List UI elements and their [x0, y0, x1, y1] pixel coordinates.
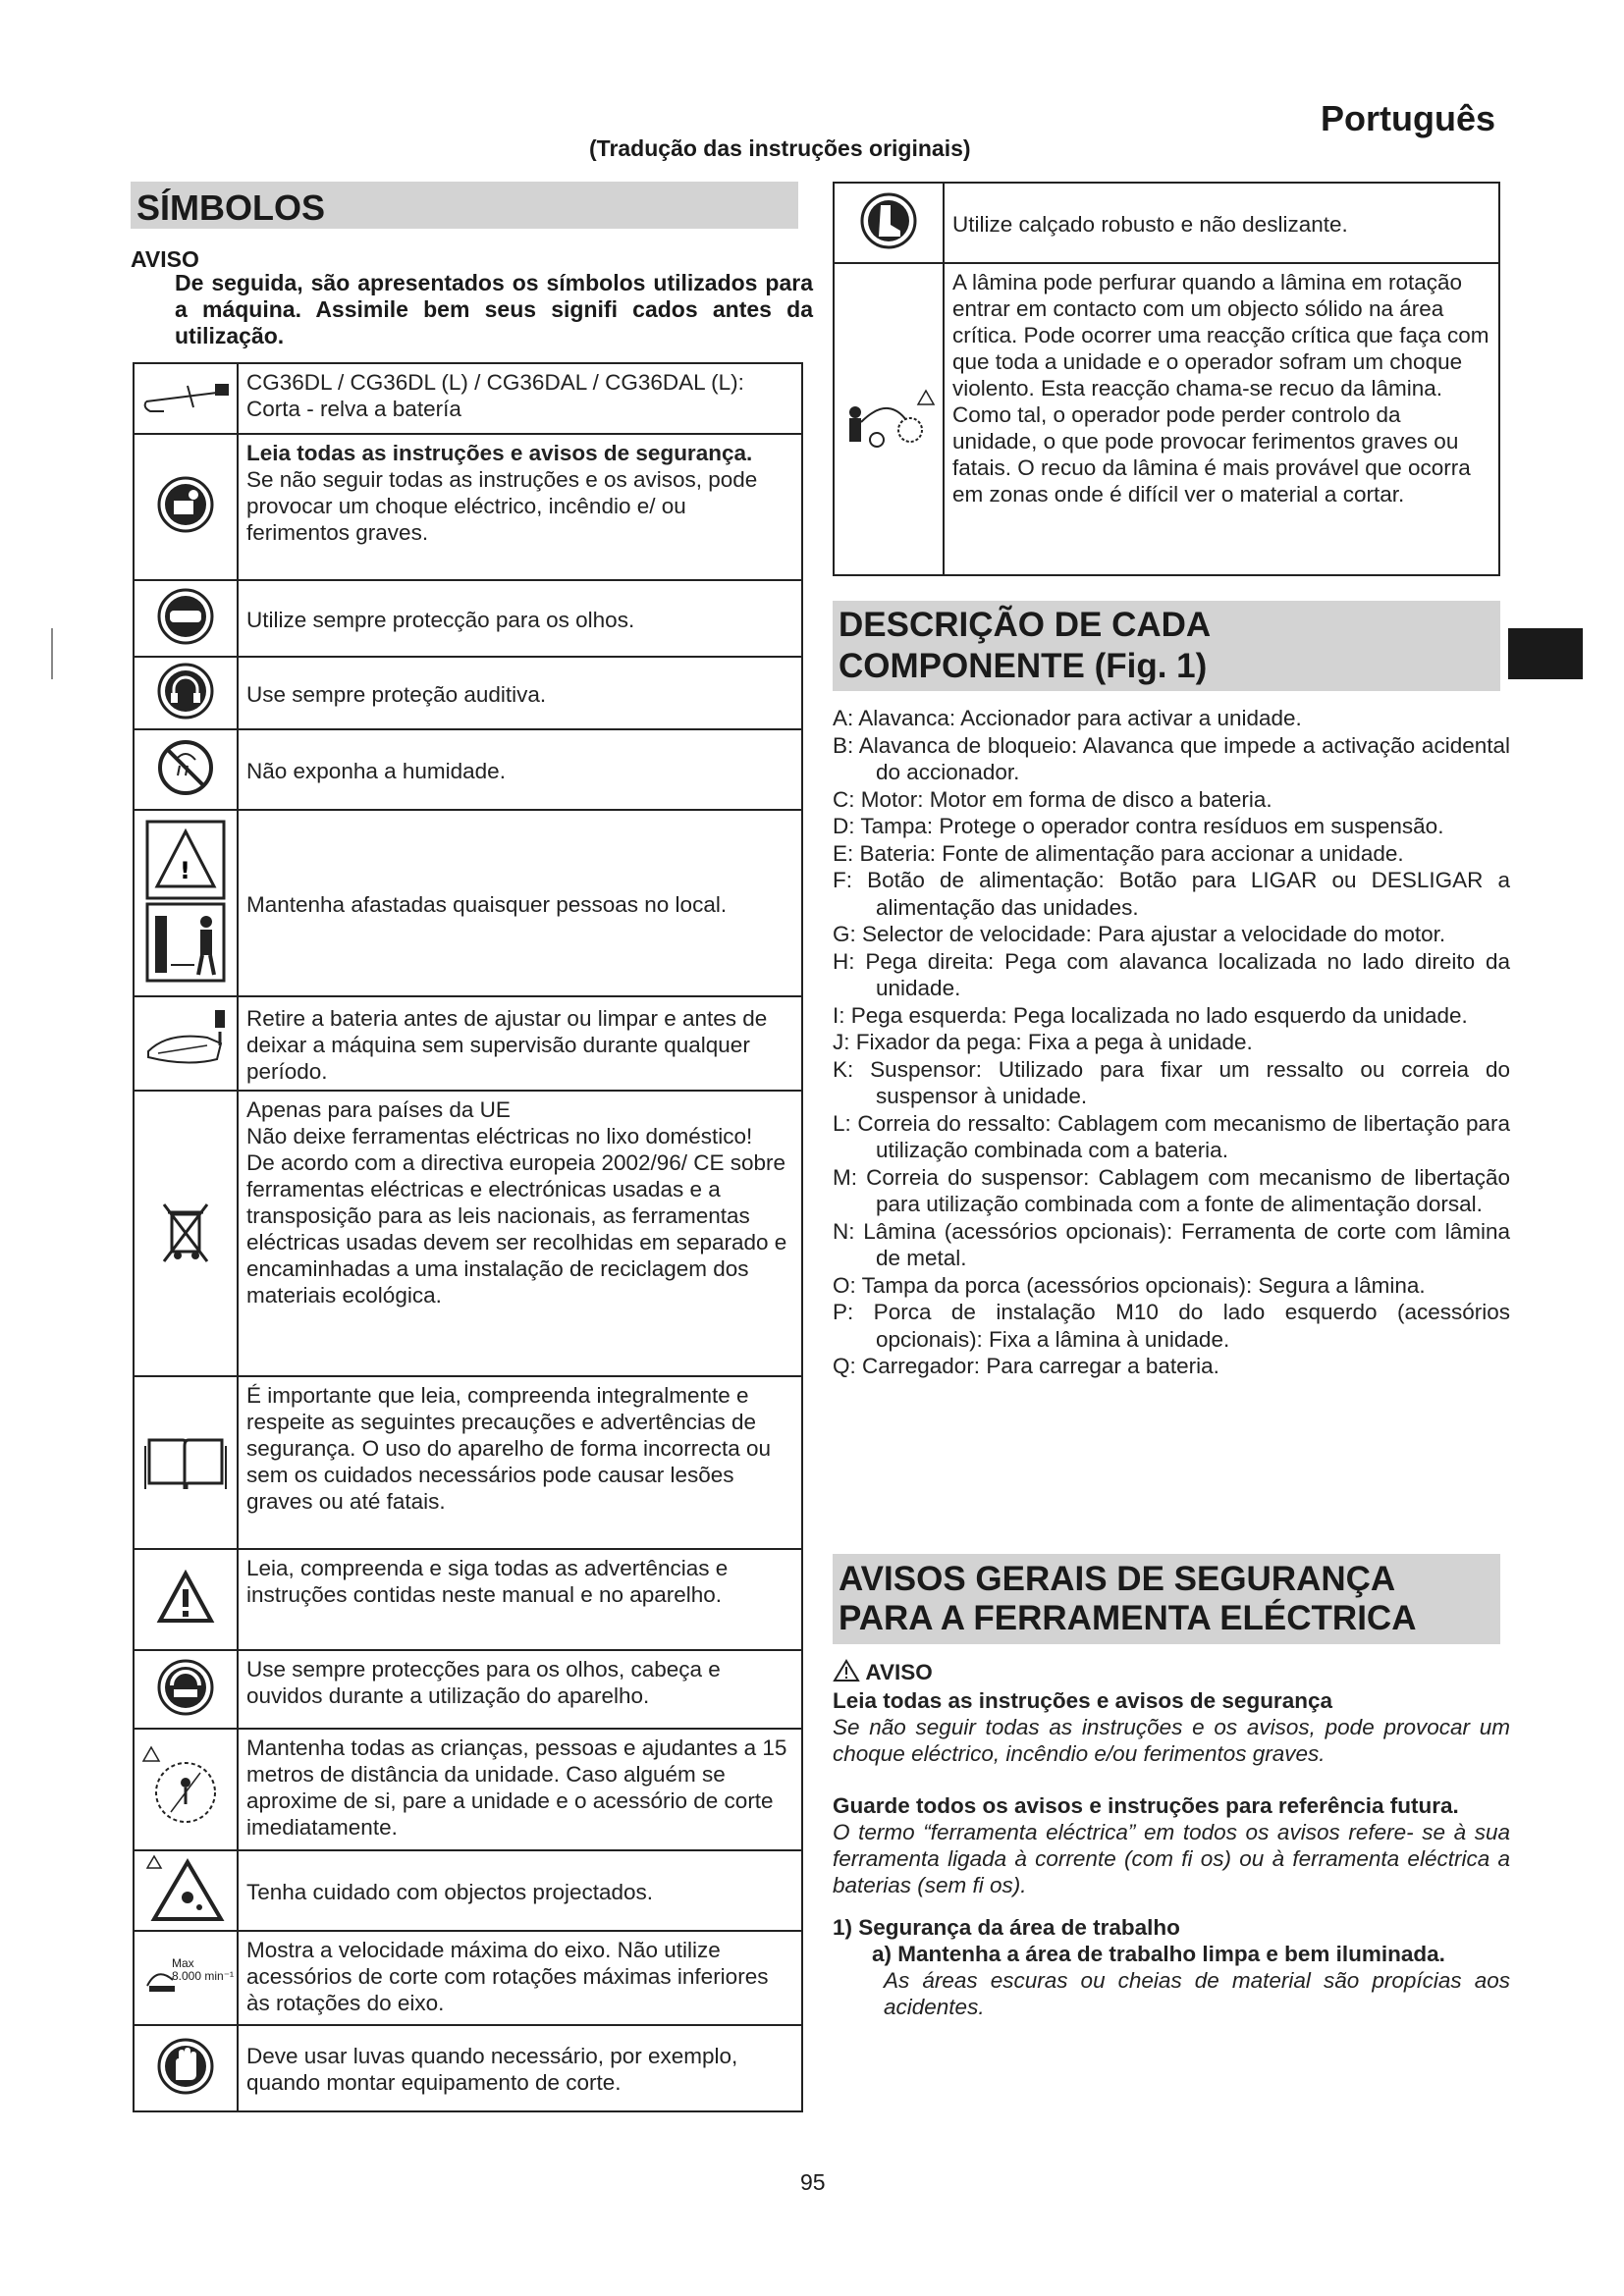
keep-heading: Guarde todos os avisos e instruções para referência futura. [833, 1793, 1459, 1818]
symbol-row [134, 1549, 802, 1650]
work-area-item-a-text: As áreas escuras ou cheias de material são propícias aos acidentes. [884, 1968, 1510, 2019]
remove-battery-icon [134, 996, 238, 1091]
kickback-icon [834, 263, 944, 575]
symbol-text: Use sempre protecções para os olhos, cabeça e ouvidos durante a utilização do aparelho. [246, 1657, 721, 1708]
symbol-text: A lâmina pode perfurar quando a lâmina em rotação entrar em contacto com um objecto sólido na área crítica. Pode ocorrer uma reacção crítica que faça com que toda a unidade e o operador sofram um choque violento. Esta reacção chama-se recuo da lâmina. Como tal, o operador pode perder controlo da unidade, o que pode provocar ferimentos graves ou fatais. O recuo da lâmina é mais provável que ocorra em zonas onde é difícil ver o material a cortar. [952, 270, 1489, 507]
list-item: O: Tampa da porca (acessórios opcionais): Segura a lâmina. [833, 1272, 1426, 1298]
symbols-table [133, 362, 803, 2112]
list-item: I: Pega esquerda: Pega localizada no lado esquerdo da unidade. [833, 1002, 1468, 1028]
safety-warnings [833, 1659, 1510, 2020]
symbol-row [134, 2025, 802, 2111]
symbol-row [134, 1729, 802, 1850]
list-item: N: Lâmina (acessórios opcionais): Ferramenta de corte com lâmina de metal. [833, 1218, 1510, 1270]
section-tab-marker [1508, 628, 1583, 679]
symbol-text: Utilize sempre protecção para os olhos. [246, 607, 635, 632]
components-list [833, 705, 1510, 1380]
head-protection-icon [134, 1650, 238, 1729]
symbol-row [134, 434, 802, 580]
list-item: E: Bateria: Fonte de alimentação para accionar a unidade. [833, 840, 1404, 866]
symbol-text: Se não seguir todas as instruções e os avisos, pode provocar um choque eléctrico, incêndio e/ ou ferimentos graves. [246, 467, 758, 545]
boots-icon [834, 183, 944, 263]
keep-away-icon [134, 810, 238, 996]
list-item: D: Tampa: Protege o operador contra resíduos em suspensão. [833, 814, 1444, 838]
trimmer-icon [134, 363, 238, 434]
symbol-text: Mantenha afastadas quaisquer pessoas no local. [246, 891, 728, 917]
list-item: C: Motor: Motor em forma de disco a bateria. [833, 786, 1272, 812]
translation-note: (Tradução das instruções originais) [589, 135, 971, 161]
symbol-row [134, 1931, 802, 2025]
symbol-row [834, 263, 1499, 575]
symbols-intro: De seguida, são apresentados os símbolos utilizados para a máquina. Assimile bem seus signifi cados antes da utilização. [175, 270, 813, 348]
symbol-bold-text: Leia todas as instruções e avisos de segurança. [246, 441, 753, 465]
section-heading-simbolos: SÍMBOLOS [131, 182, 798, 229]
symbol-text: Use sempre proteção auditiva. [246, 681, 547, 707]
symbol-text: Mantenha todas as crianças, pessoas e ajudantes a 15 metros de distância da unidade. Caso alguém se aproxime de si, pare a unidade e o acessório de corte imediatamente. [246, 1735, 787, 1840]
list-item: P: Porca de instalação M10 do lado esquerdo (acessórios opcionais): Fixa a lâmina à unidade. [833, 1300, 1510, 1352]
gloves-icon [134, 2025, 238, 2111]
max-label: Max [172, 1956, 194, 1970]
list-item: L: Correia do ressalto: Cablagem com mecanismo de libertação para utilização combinada com a bateria. [833, 1110, 1510, 1162]
symbol-text: Corta - relva a batería [246, 397, 461, 421]
symbol-row [134, 580, 802, 657]
read-manual-icon [134, 434, 238, 580]
symbol-row [134, 363, 802, 434]
open-book-icon [134, 1376, 238, 1549]
work-area-item-a: a) Mantenha a área de trabalho limpa e bem iluminada. [872, 1942, 1445, 1966]
list-item: M: Correia do suspensor: Cablagem com mecanismo de libertação para utilização combinada com a fonte de alimentação dorsal. [833, 1164, 1510, 1216]
max-speed-value: 8.000 min⁻¹ [172, 1969, 235, 1983]
symbol-row [834, 183, 1499, 263]
symbol-text: Leia, compreenda e siga todas as advertências e instruções contidas neste manual e no aparelho. [246, 1556, 729, 1607]
margin-line [51, 628, 53, 679]
symbol-row [134, 1850, 802, 1931]
svg-text:!: ! [180, 856, 190, 884]
warning-triangle-icon [833, 1659, 860, 1682]
eye-protection-icon [134, 580, 238, 657]
symbol-row [134, 1091, 802, 1376]
symbol-text: Não deixe ferramentas eléctricas no lixo doméstico! [246, 1124, 753, 1148]
symbol-text: De acordo com a directiva europeia 2002/96/ CE sobre ferramentas eléctricas e electrónicas usadas e a transposição para as leis nacionais, as ferramentas eléctricas usadas devem ser recolhidas em separado e encaminhadas a uma instalação de reciclagem dos materiais ecológica. [246, 1150, 787, 1308]
section-heading-safety: AVISOS GERAIS DE SEGURANÇA PARA A FERRAMENTA ELÉCTRICA [833, 1554, 1500, 1644]
ear-protection-icon [134, 657, 238, 729]
symbol-row [134, 657, 802, 729]
list-item: B: Alavanca de bloqueio: Alavanca que impede a activação acidental do accionador. [833, 732, 1510, 784]
section-heading-components: DESCRIÇÃO DE CADA COMPONENTE (Fig. 1) [833, 601, 1500, 691]
symbol-text: Deve usar luvas quando necessário, por exemplo, quando montar equipamento de corte. [246, 2044, 738, 2095]
symbol-text: Retire a bateria antes de ajustar ou limpar e antes de deixar a máquina sem supervisão durante qualquer período. [246, 1005, 768, 1084]
warning-label: AVISO [865, 1660, 933, 1684]
list-item: Q: Carregador: Para carregar a bateria. [833, 1354, 1219, 1378]
symbol-row [134, 1650, 802, 1729]
symbol-text: Tenha cuidado com objectos projectados. [246, 1879, 654, 1904]
right-symbols-table [833, 182, 1500, 576]
list-item: G: Selector de velocidade: Para ajustar a velocidade do motor. [833, 922, 1446, 946]
symbol-row [134, 1376, 802, 1549]
list-item: K: Suspensor: Utilizado para fixar um ressalto ou correia do suspensor à unidade. [833, 1056, 1510, 1108]
page-number: 95 [800, 2169, 826, 2195]
language-label: Português [1321, 98, 1496, 138]
no-rain-icon [134, 729, 238, 810]
thrown-objects-icon [134, 1850, 238, 1931]
max-speed-icon [134, 1931, 238, 2025]
symbol-text: Apenas para países da UE [246, 1097, 511, 1122]
symbol-row [134, 729, 802, 810]
warning-triangle-icon [134, 1549, 238, 1650]
read-all-heading: Leia todas as instruções e avisos de segurança [833, 1688, 1332, 1713]
symbol-text: Mostra a velocidade máxima do eixo. Não utilize acessórios de corte com rotações máximas inferiores às rotações do eixo. [246, 1938, 769, 2015]
symbol-row [134, 996, 802, 1091]
symbol-row [134, 810, 802, 996]
symbol-text: É importante que leia, compreenda integralmente e respeite as seguintes precauções e advertências de segurança. O uso do aparelho de forma incorrecta ou sem os cuidados necessários pode causar lesões graves ou até fatais. [246, 1383, 772, 1514]
weee-bin-icon [134, 1091, 238, 1376]
symbol-text: Não exponha a humidade. [246, 758, 506, 783]
list-item: J: Fixador da pega: Fixa a pega à unidade. [833, 1030, 1253, 1054]
distance-15m-icon [134, 1729, 238, 1850]
list-item: A: Alavanca: Accionador para activar a unidade. [833, 706, 1302, 730]
list-item: H: Pega direita: Pega com alavanca localizada no lado direito da unidade. [833, 948, 1510, 1000]
warning-label: AVISO [131, 246, 199, 272]
symbol-text: CG36DL / CG36DL (L) / CG36DAL / CG36DAL (L): [246, 370, 744, 395]
read-all-text: Se não seguir todas as instruções e os avisos, pode provocar um choque eléctrico, incêndio e/ou ferimentos graves. [833, 1715, 1510, 1766]
symbol-text: Utilize calçado robusto e não deslizante. [952, 211, 1348, 237]
keep-text: O termo “ferramenta eléctrica” em todos os avisos refere- se à sua ferramenta ligada à corrente (com fi os) ou à ferramenta eléctrica a baterias (sem fi os). [833, 1820, 1510, 1897]
work-area-heading: 1) Segurança da área de trabalho [833, 1915, 1180, 1940]
list-item: F: Botão de alimentação: Botão para LIGAR ou DESLIGAR a alimentação das unidades. [833, 868, 1510, 920]
